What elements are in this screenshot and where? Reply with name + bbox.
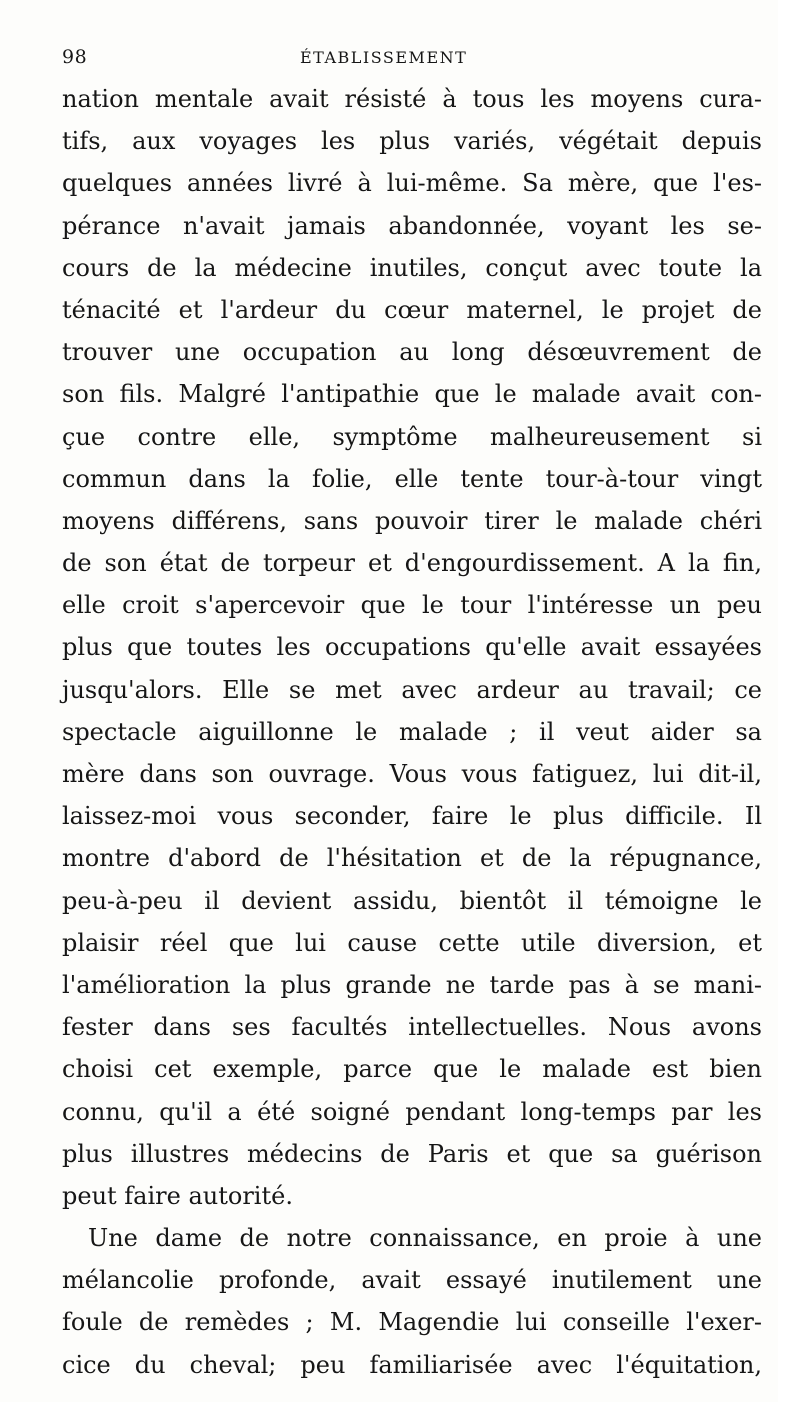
- paragraph-end-line: peut faire autorité.: [62, 1181, 293, 1210]
- text-line: laissez-moi vous seconder, faire le plus difficile. Il: [62, 802, 762, 831]
- text-line: tifs, aux voyages les plus variés, végétait depuis: [62, 127, 762, 156]
- text-line: mère dans son ouvrage. Vous vous fatiguez, lui dit-il,: [62, 760, 762, 788]
- text-line: quelques années livré à lui-même. Sa mère, que l'es-: [62, 169, 762, 198]
- text-line: jusqu'alors. Elle se met avec ardeur au travail; ce: [62, 675, 762, 704]
- text-line: çue contre elle, symptôme malheureusement si: [62, 422, 762, 451]
- text-line: l'amélioration la plus grande ne tarde pas à se mani-: [62, 970, 762, 999]
- text-line: peu-à-peu il devient assidu, bientôt il témoigne le: [62, 886, 762, 915]
- text-line: plus que toutes les occupations qu'elle avait essayées: [62, 633, 762, 662]
- text-line: elle croit s'apercevoir que le tour l'intéresse un peu: [62, 591, 762, 620]
- text-line: plaisir réel que lui cause cette utile diversion, et: [62, 928, 762, 957]
- text-line: cours de la médecine inutiles, conçut avec toute la: [62, 253, 762, 282]
- paragraph-start-line: Une dame de notre connaissance, en proie à une: [88, 1224, 762, 1253]
- text-line: fester dans ses facultés intellectuelles. Nous avons: [62, 1013, 762, 1042]
- text-line: mélancolie profonde, avait essayé inutilement une: [62, 1266, 762, 1295]
- text-line: ténacité et l'ardeur du cœur maternel, le projet de: [62, 295, 762, 324]
- text-line: commun dans la folie, elle tente tour-à-tour vingt: [62, 464, 762, 493]
- page-number: 98: [62, 46, 88, 68]
- text-line: nation mentale avait résisté à tous les moyens cura-: [62, 85, 762, 113]
- page-edge: [778, 0, 800, 1402]
- text-line: moyens différens, sans pouvoir tirer le malade chéri: [62, 506, 762, 535]
- text-line: plus illustres médecins de Paris et que sa guérison: [62, 1139, 762, 1168]
- running-head: ÉTABLISSEMENT: [300, 48, 468, 67]
- page-header: [0, 40, 800, 80]
- text-line: cice du cheval; peu familiarisée avec l'équitation,: [62, 1350, 762, 1379]
- text-line: pérance n'avait jamais abandonnée, voyant les se-: [62, 211, 762, 240]
- text-line: montre d'abord de l'hésitation et de la répugnance,: [62, 844, 762, 873]
- text-line: foule de remèdes ; M. Magendie lui conseille l'exer-: [62, 1308, 762, 1337]
- text-line: choisi cet exemple, parce que le malade est bien: [62, 1055, 762, 1084]
- text-line: connu, qu'il a été soigné pendant long-temps par les: [62, 1097, 762, 1126]
- text-line: son fils. Malgré l'antipathie que le malade avait con-: [62, 380, 762, 409]
- text-line: trouver une occupation au long désœuvrement de: [62, 338, 762, 367]
- body-text: [62, 78, 762, 1386]
- text-line: de son état de torpeur et d'engourdissement. A la fin,: [62, 549, 762, 578]
- text-line: spectacle aiguillonne le malade ; il veut aider sa: [62, 717, 762, 746]
